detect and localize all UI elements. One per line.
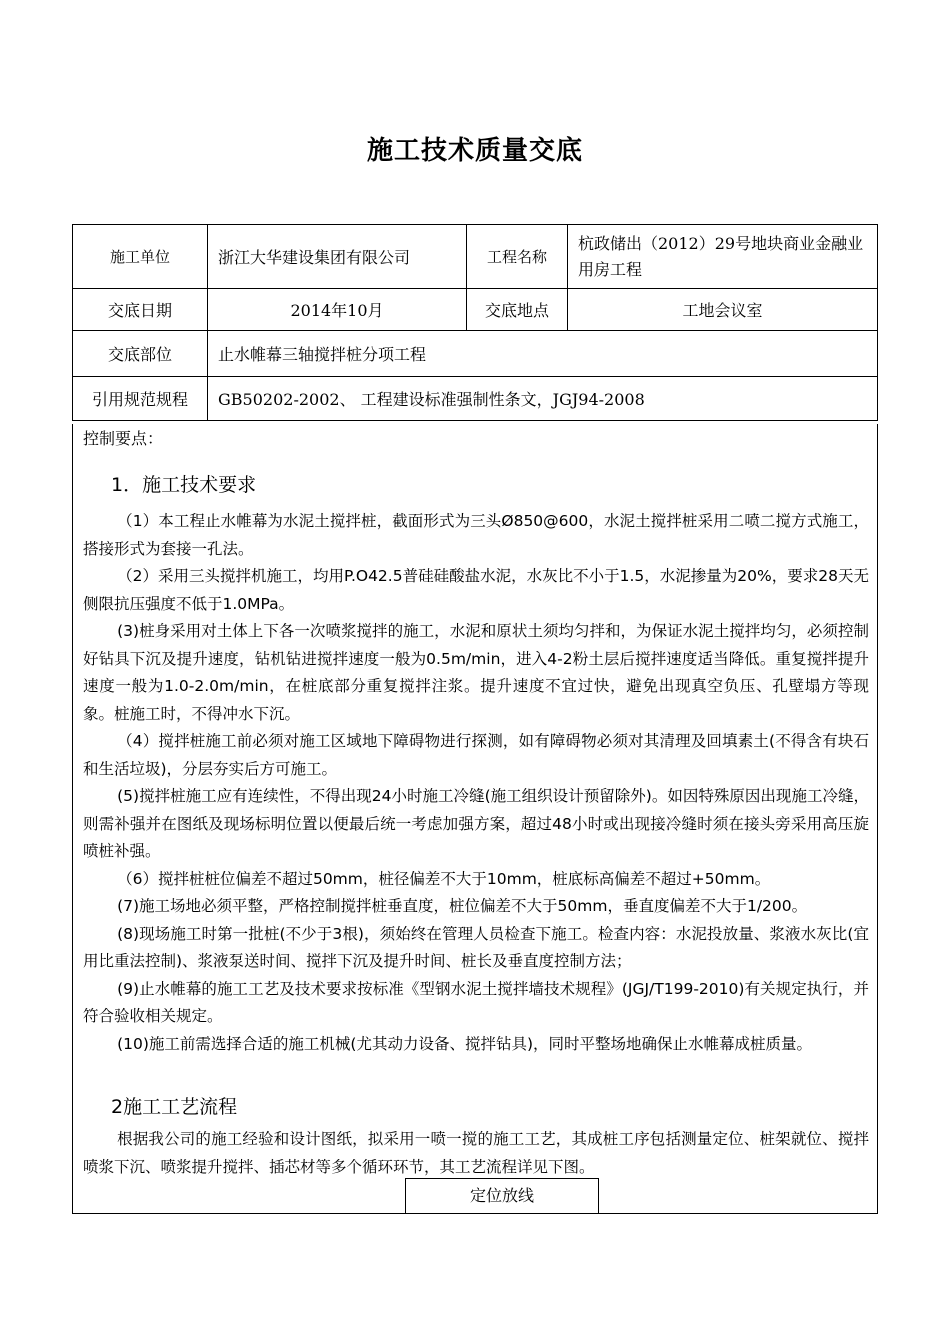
list-item: （1）本工程止水帷幕为水泥土搅拌桩，截面形式为三头Ø850@600，水泥土搅拌桩采用二喷二搅方式施工，搭接形式为套接一孔法。 [83, 512, 870, 558]
process-text: 根据我公司的施工经验和设计图纸，拟采用一喷一搅的施工工艺，其成桩工序包括测量定位、桩架就位、搅拌喷浆下沉、喷浆提升搅拌、插芯材等多个循环环节，其工艺流程详见下图。 [83, 1130, 869, 1176]
page-title: 施工技术质量交底 [366, 136, 583, 166]
list-item: (5)搅拌桩施工应有连续性，不得出现24小时施工冷缝(施工组织设计预留除外)。如因特殊原因出现施工冷缝，则需补强并在图纸及现场标明位置以便最后统一考虑加强方案，超过48小时或出现接冷缝时须在接头旁采用高压旋喷桩补强。 [83, 787, 869, 860]
process-description [83, 1126, 869, 1181]
project-value: 杭政储出（2012）29号地块商业金融业用房工程 [568, 225, 878, 289]
list-item: （6）搅拌桩桩位偏差不超过50mm，桩径偏差不大于10mm，桩底标高偏差不超过+50mm。 [117, 869, 771, 888]
section-heading-2: 2施工工艺流程 [111, 1096, 238, 1118]
date-label: 交底日期 [73, 289, 208, 331]
list-item: (8)现场施工时第一批桩(不少于3根)，须始终在管理人员检查下施工。检查内容：水泥投放量、浆液水灰比(宜用比重法控制)、浆液泵送时间、搅拌下沉及提升时间、桩长及垂直度控制方法； [83, 924, 869, 970]
control-points-box [72, 424, 878, 1214]
place-label: 交底地点 [467, 289, 568, 331]
list-item: （4）搅拌桩施工前必须对施工区域地下障碍物进行探测，如有障碍物必须对其清理及回填素土(不得含有块石和生活垃圾)，分层夯实后方可施工。 [83, 732, 869, 778]
table-row [73, 289, 878, 331]
flow-step-box: 定位放线 [405, 1178, 599, 1214]
section-heading-1: 1．施工技术要求 [111, 474, 257, 496]
unit-label: 施工单位 [73, 225, 208, 289]
info-table [72, 224, 878, 421]
date-value: 2014年10月 [208, 289, 467, 331]
part-label: 交底部位 [73, 331, 208, 377]
part-value: 止水帷幕三轴搅拌桩分项工程 [208, 331, 878, 377]
control-points-label: 控制要点： [83, 429, 164, 448]
list-item: (10)施工前需选择合适的施工机械(尤其动力设备、搅拌钻具)，同时平整场地确保止水帷幕成桩质量。 [117, 1034, 813, 1053]
table-row [73, 225, 878, 289]
list-item: (9)止水帷幕的施工工艺及技术要求按标准《型钢水泥土搅拌墙技术规程》(JGJ/T199-2010)有关规定执行，并符合验收相关规定。 [83, 979, 869, 1025]
list-item: (3)桩身采用对土体上下各一次喷浆搅拌的施工，水泥和原状土须均匀拌和，为保证水泥土搅拌均匀，必须控制好钻具下沉及提升速度，钻机钻进搅拌速度一般为0.5m/min，进入4-2粉土层后搅拌速度适当降低。重复搅拌提升速度一般为1.0-2.0m/min，在桩底部分重复搅拌注浆。提升速度不宜过快，避免出现真空负压、孔壁塌方等现象。桩施工时，不得冲水下沉。 [83, 622, 869, 723]
table-row [73, 331, 878, 377]
unit-value: 浙江大华建设集团有限公司 [208, 225, 467, 289]
project-label: 工程名称 [467, 225, 568, 289]
spec-value: GB50202-2002、 工程建设标准强制性条文，JGJ94-2008 [208, 377, 878, 421]
requirements-list [83, 508, 869, 1058]
place-value: 工地会议室 [568, 289, 878, 331]
spec-label: 引用规范规程 [73, 377, 208, 421]
table-row [73, 377, 878, 421]
list-item: (7)施工场地必须平整，严格控制搅拌桩垂直度，桩位偏差不大于50mm，垂直度偏差不大于1/200。 [117, 897, 808, 915]
list-item: （2）采用三头搅拌机施工，均用P.O42.5普硅硅酸盐水泥，水灰比不小于1.5，水泥掺量为20%，要求28天无侧限抗压强度不低于1.0MPa。 [83, 567, 869, 613]
